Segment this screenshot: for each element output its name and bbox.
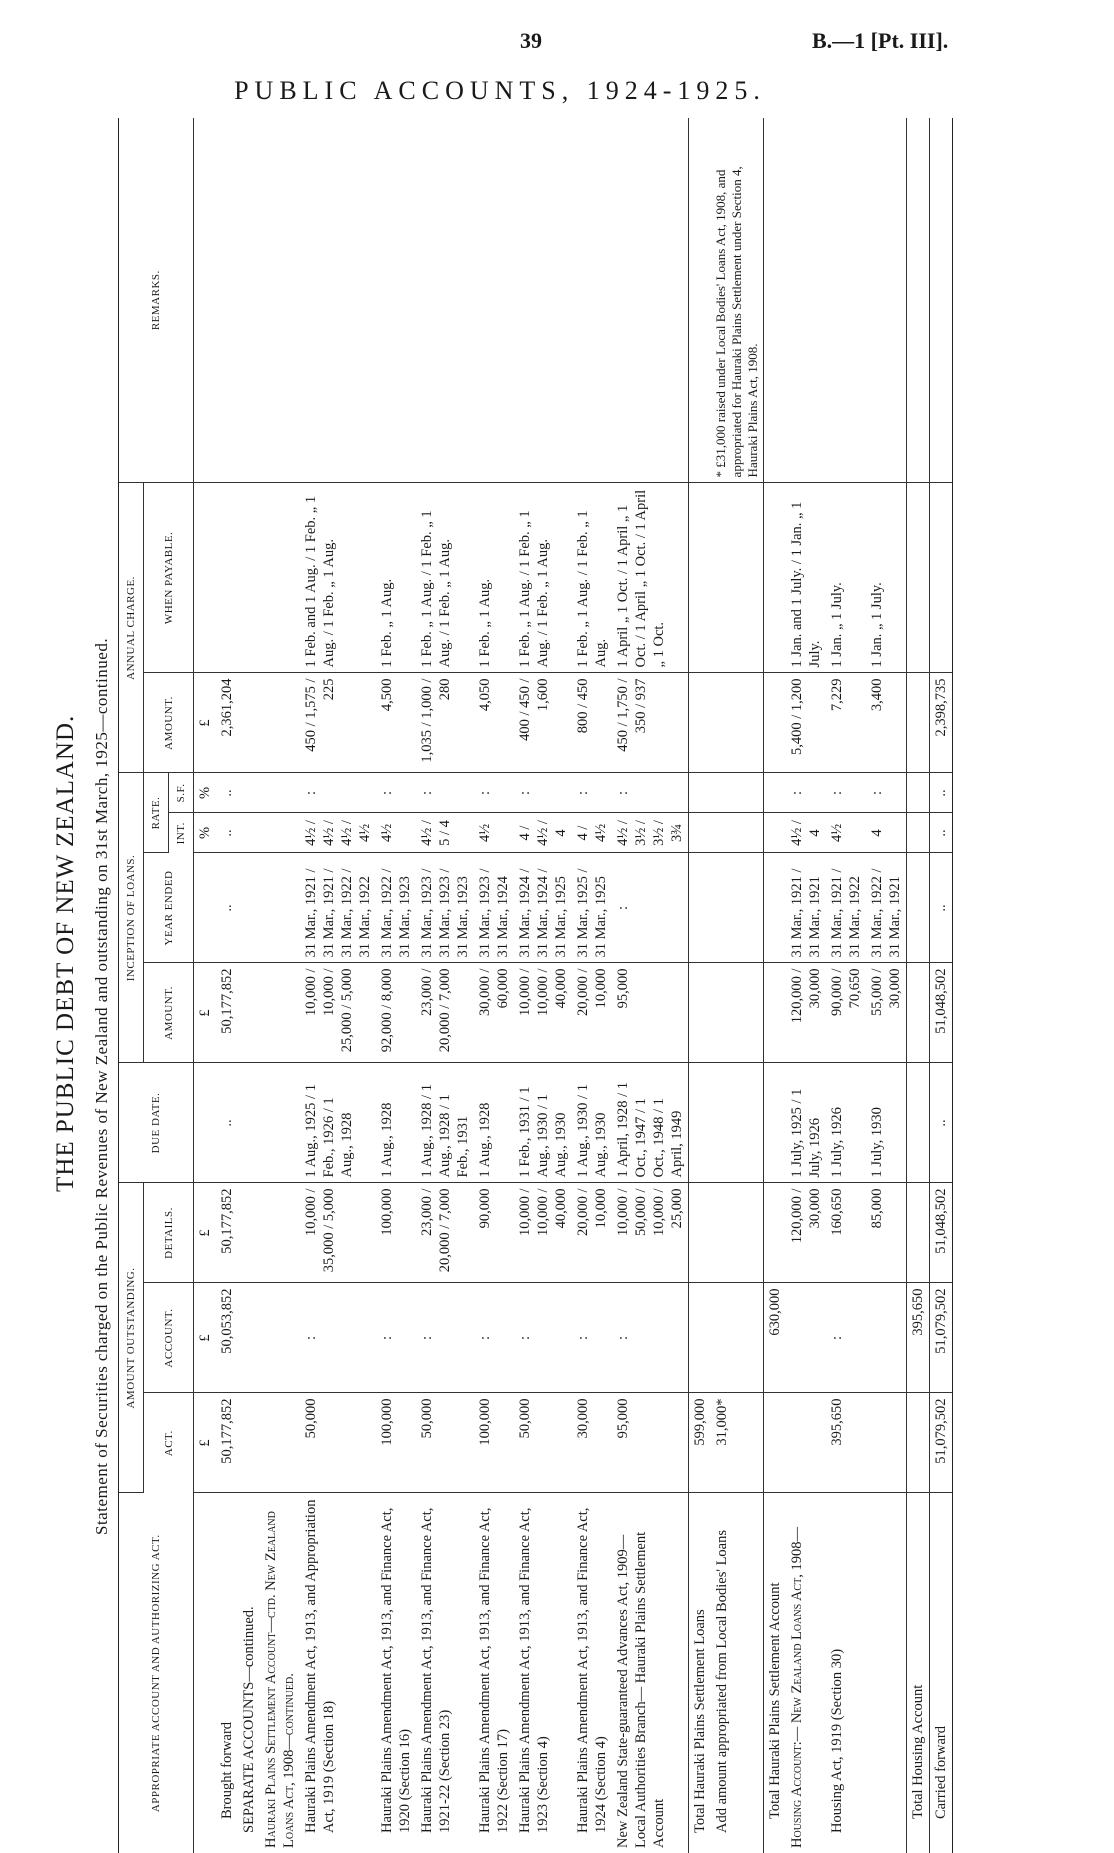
page-number: 39 (520, 28, 542, 53)
row-due-date: .. (216, 1063, 238, 1183)
row-act (260, 1393, 300, 1493)
row-rate-int: 4½ / 3½ / 3½ / 3¾ (612, 813, 689, 853)
row-due-date: 1 April, 1928 / 1 Oct., 1947 / 1 Oct., 1948 / 1 April, 1949 (612, 1063, 689, 1183)
row-due-date (238, 1063, 260, 1183)
row-rate-int (238, 813, 260, 853)
row-year-ended: 31 Mar., 1924 / 31 Mar., 1924 / 31 Mar., 1925 (514, 853, 572, 963)
row-inception-amount: 10,000 / 10,000 / 25,000 / 5,000 (300, 963, 376, 1063)
row-rate-sf: : (826, 773, 866, 813)
row-act: 50,000 (514, 1393, 572, 1493)
header-details: DETAILS. (144, 1183, 194, 1283)
row-when-payable: 1 April „ 1 Oct. / 1 April „ 1 Oct. / 1 April „ 1 Oct. / 1 April „ 1 Oct. (612, 483, 689, 673)
row-rate-sf: .. (930, 773, 953, 813)
row-when-payable: 1 Feb. „ 1 Aug. / 1 Feb. „ 1 Aug. / 1 Feb. „ 1 Aug. (416, 483, 474, 673)
row-when-payable: 1 Jan. „ 1 July. (866, 483, 907, 673)
row-annual-amount: 4,500 (376, 673, 416, 773)
debt-statement-table-frame (118, 118, 1052, 1853)
row-act: 100,000 (474, 1393, 514, 1493)
row-account-amount: 51,079,502 (930, 1283, 953, 1393)
row-inception-amount: 23,000 / 20,000 / 7,000 (416, 963, 474, 1063)
row-account: Add amount appropriated from Local Bodies' Loans (714, 1529, 730, 1833)
row-details: 85,000 (866, 1183, 907, 1283)
row-details (260, 1183, 300, 1283)
row-when-payable (689, 483, 712, 673)
header-act: ACT. (144, 1393, 194, 1493)
row-annual-amount: 4,050 (474, 673, 514, 773)
row-year-ended (907, 853, 930, 963)
row-inception-amount: 20,000 / 10,000 (572, 963, 612, 1063)
currency-row (194, 118, 217, 1853)
row-annual-amount: 2,361,204 (216, 673, 238, 773)
row-details: 90,000 (474, 1183, 514, 1283)
row-remarks (826, 118, 866, 483)
statement-subtitle: Statement of Securities charged on the Public Revenues of New Zealand and outstanding on 31st March, 1925—continued. (92, 637, 111, 1535)
row-act: 50,000 (300, 1393, 376, 1493)
row-details: 160,650 (826, 1183, 866, 1283)
row-inception-amount: 10,000 / 10,000 / 40,000 (514, 963, 572, 1063)
row-annual-amount: 1,035 / 1,000 / 280 (416, 673, 474, 773)
publication-title: PUBLIC ACCOUNTS, 1924-1925. (234, 76, 766, 105)
row-rate-int: 4½ (376, 813, 416, 853)
row-act: 95,000 (612, 1393, 689, 1493)
row-rate-sf (260, 773, 300, 813)
row-remarks (514, 118, 572, 483)
row-account-amount (711, 1283, 764, 1393)
row-account (866, 1493, 907, 1853)
row-remarks (612, 118, 689, 483)
row-due-date: 1 July, 1926 (826, 1063, 866, 1183)
row-account: Total Hauraki Plains Settlement Loans (689, 1493, 712, 1853)
row-rate-sf (711, 773, 764, 813)
header-amount-outstanding: AMOUNT OUTSTANDING. (119, 1183, 144, 1493)
row-due-date (907, 1063, 930, 1183)
row-inception-amount (238, 963, 260, 1063)
currency-symbol: £ (194, 1183, 217, 1283)
row-year-ended (689, 853, 712, 963)
row-inception-amount: 51,048,502 (930, 963, 953, 1063)
row-account: SEPARATE ACCOUNTS—continued. (241, 1606, 257, 1833)
row-account: Total Hauraki Plains Settlement Account (764, 1493, 787, 1853)
row-annual-amount (238, 673, 260, 773)
row-account-amount: : (474, 1283, 514, 1393)
row-year-ended: 31 Mar., 1921 / 31 Mar., 1922 (826, 853, 866, 963)
row-remarks (416, 118, 474, 483)
row-account-amount: : (514, 1283, 572, 1393)
row-remarks (238, 118, 260, 483)
row-rate-sf: : (300, 773, 376, 813)
row-year-ended: .. (930, 853, 953, 963)
table-row (416, 118, 474, 1853)
row-remarks (907, 118, 930, 483)
row-year-ended (260, 853, 300, 963)
row-details: 120,000 / 30,000 (786, 1183, 826, 1283)
row-remarks (260, 118, 300, 483)
row-year-ended: 31 Mar., 1923 / 31 Mar., 1923 / 31 Mar., 1923 (416, 853, 474, 963)
row-rate-int: .. (930, 813, 953, 853)
row-due-date (764, 1063, 787, 1183)
header-remarks: REMARKS. (119, 118, 194, 483)
header-inception: INCEPTION OF LOANS. (119, 773, 144, 1063)
row-account: Total Housing Account (907, 1493, 930, 1853)
row-year-ended (238, 853, 260, 963)
row-rate-int: 4 (866, 813, 907, 853)
row-annual-amount (764, 673, 787, 773)
row-rate-sf (764, 773, 787, 813)
currency-symbol: £ (194, 673, 217, 773)
row-inception-amount: 55,000 / 30,000 (866, 963, 907, 1063)
row-rate-int: 4½ / 4½ / 4½ / 4½ (300, 813, 376, 853)
row-account-amount: : (572, 1283, 612, 1393)
row-details: 100,000 (376, 1183, 416, 1283)
row-details (711, 1183, 764, 1283)
document-reference: B.—1 [Pt. III]. (812, 28, 949, 53)
header-annual-charge: ANNUAL CHARGE. (119, 483, 144, 773)
row-act (238, 1393, 260, 1493)
header-annual-amount: AMOUNT. (144, 673, 194, 773)
row-due-date: 1 July, 1930 (866, 1063, 907, 1183)
row-act: 599,000 (689, 1393, 712, 1493)
row-rate-sf: : (612, 773, 689, 813)
row-rate-sf: : (416, 773, 474, 813)
row-when-payable (216, 483, 238, 673)
header-account: APPROPRIATE ACCOUNT AND AUTHORIZING ACT. (119, 1493, 194, 1853)
percent-symbol: % (194, 773, 217, 813)
row-account-amount: 630,000 (764, 1283, 787, 1393)
row-due-date: 1 Aug., 1928 / 1 Aug., 1928 / 1 Feb., 1931 (416, 1063, 474, 1183)
row-details: 23,000 / 20,000 / 7,000 (416, 1183, 474, 1283)
row-details: 10,000 / 10,000 / 40,000 (514, 1183, 572, 1283)
row-year-ended: 31 Mar., 1922 / 31 Mar., 1921 (866, 853, 907, 963)
row-rate-int (689, 813, 712, 853)
row-rate-sf (689, 773, 712, 813)
row-remarks (572, 118, 612, 483)
row-act: 50,000 (416, 1393, 474, 1493)
row-year-ended: 31 Mar., 1925 / 31 Mar., 1925 (572, 853, 612, 963)
row-account-amount: : (416, 1283, 474, 1393)
row-remarks (786, 118, 826, 483)
row-year-ended: 31 Mar., 1921 / 31 Mar., 1921 (786, 853, 826, 963)
row-act (907, 1393, 930, 1493)
row-account: Hauraki Plains Amendment Act, 1913, and Finance Act, 1924 (Section 4) (575, 1507, 609, 1833)
row-due-date: 1 Aug., 1928 (376, 1063, 416, 1183)
row-details (764, 1183, 787, 1283)
currency-symbol: £ (194, 1283, 217, 1393)
row-account-amount: : (300, 1283, 376, 1393)
row-annual-amount: 450 / 1,575 / 225 (300, 673, 376, 773)
header-due-date: DUE DATE. (119, 1063, 194, 1183)
header-when-payable: WHEN PAYABLE. (144, 483, 194, 673)
row-details: 10,000 / 35,000 / 5,000 (300, 1183, 376, 1283)
row-account: Hauraki Plains Amendment Act, 1913, and Appropriation Act, 1919 (Section 18) (303, 1499, 337, 1833)
row-account-amount (866, 1283, 907, 1393)
row-annual-amount (907, 673, 930, 773)
row-year-ended: .. (216, 853, 238, 963)
row-remarks (474, 118, 514, 483)
row-act (764, 1393, 787, 1493)
row-rate-int (711, 813, 764, 853)
table-row (826, 118, 866, 1853)
row-when-payable (930, 483, 953, 673)
row-rate-sf: : (474, 773, 514, 813)
row-year-ended: 31 Mar., 1923 / 31 Mar., 1924 (474, 853, 514, 963)
row-rate-sf (907, 773, 930, 813)
debt-statement-table (118, 118, 953, 1853)
row-due-date: 1 Aug., 1930 / 1 Aug., 1930 (572, 1063, 612, 1183)
row-details (907, 1183, 930, 1283)
row-when-payable (238, 483, 260, 673)
row-when-payable (711, 483, 764, 673)
row-details: 51,048,502 (930, 1183, 953, 1283)
row-act: 31,000* (711, 1393, 764, 1493)
table-row (786, 118, 826, 1853)
table-row (376, 118, 416, 1853)
row-account-amount: 395,650 (907, 1283, 930, 1393)
row-year-ended: 31 Mar., 1922 / 31 Mar., 1923 (376, 853, 416, 963)
table-row-carried-forward (930, 118, 953, 1853)
row-annual-amount (689, 673, 712, 773)
row-remarks (930, 118, 953, 483)
row-inception-amount (711, 963, 764, 1063)
row-rate-sf: : (376, 773, 416, 813)
row-rate-int: 4½ (826, 813, 866, 853)
row-rate-int (260, 813, 300, 853)
row-annual-amount (260, 673, 300, 773)
row-details: 10,000 / 50,000 / 10,000 / 25,000 (612, 1183, 689, 1283)
row-account-amount (689, 1283, 712, 1393)
row-rate-sf: : (786, 773, 826, 813)
row-act: 100,000 (376, 1393, 416, 1493)
row-inception-amount: 50,177,852 (216, 963, 238, 1063)
header-rate-sf: S.F. (169, 773, 194, 813)
table-row (514, 118, 572, 1853)
row-due-date: 1 July, 1925 / 1 July, 1926 (786, 1063, 826, 1183)
row-remarks (866, 118, 907, 483)
row-when-payable: 1 Feb. „ 1 Aug. (474, 483, 514, 673)
row-when-payable: 1 Feb. „ 1 Aug. / 1 Feb. „ 1 Aug. (572, 483, 612, 673)
row-annual-amount: 2,398,735 (930, 673, 953, 773)
row-year-ended (764, 853, 787, 963)
table-row (866, 118, 907, 1853)
table-row (216, 118, 238, 1853)
row-account-amount: : (376, 1283, 416, 1393)
row-account: Hauraki Plains Amendment Act, 1913, and Finance Act, 1923 (Section 4) (517, 1507, 551, 1833)
table-row (689, 118, 712, 1853)
row-year-ended (711, 853, 764, 963)
row-details (238, 1183, 260, 1283)
row-when-payable: 1 Jan. „ 1 July. (826, 483, 866, 673)
row-account: Hauraki Plains Amendment Act, 1913, and Finance Act, 1920 (Section 16) (379, 1507, 413, 1833)
row-due-date (711, 1063, 764, 1183)
row-remarks (216, 118, 238, 483)
row-account: Housing Account:— New Zealand Loans Act, 1908— (789, 1527, 805, 1848)
row-rate-int: 4 / 4½ / 4 (514, 813, 572, 853)
row-remarks (376, 118, 416, 483)
row-inception-amount: 90,000 / 70,650 (826, 963, 866, 1063)
header-account-col: ACCOUNT. (144, 1283, 194, 1393)
row-when-payable: 1 Jan. and 1 July. / 1 Jan. „ 1 July. (786, 483, 826, 673)
row-account-amount (238, 1283, 260, 1393)
percent-symbol: % (194, 813, 217, 853)
table-row (711, 118, 764, 1853)
row-account: Hauraki Plains Amendment Act, 1913, and Finance Act, 1922 (Section 17) (477, 1507, 511, 1833)
row-account: Housing Act, 1919 (Section 30) (829, 1648, 845, 1833)
row-when-payable: 1 Feb. and 1 Aug. / 1 Feb. „ 1 Aug. / 1 Feb. „ 1 Aug. (300, 483, 376, 673)
row-due-date (260, 1063, 300, 1183)
currency-symbol: £ (194, 963, 217, 1063)
table-row (764, 118, 787, 1853)
row-rate-sf: .. (216, 773, 238, 813)
row-inception-amount (689, 963, 712, 1063)
row-due-date: 1 Feb., 1931 / 1 Aug., 1930 / 1 Aug., 1930 (514, 1063, 572, 1183)
row-when-payable (764, 483, 787, 673)
row-annual-amount: 3,400 (866, 673, 907, 773)
row-due-date: 1 Aug., 1925 / 1 Feb., 1926 / 1 Aug., 1928 (300, 1063, 376, 1183)
row-account: Brought forward (219, 1721, 235, 1819)
main-title: THE PUBLIC DEBT OF NEW ZEALAND. (52, 714, 79, 1192)
row-inception-amount: 92,000 / 8,000 (376, 963, 416, 1063)
row-account: Hauraki Plains Amendment Act, 1913, and Finance Act, 1921-22 (Section 23) (419, 1507, 453, 1833)
row-annual-amount (711, 673, 764, 773)
row-account: Carried forward (930, 1493, 953, 1853)
row-account-amount: 50,053,852 (216, 1283, 238, 1393)
row-rate-int (764, 813, 787, 853)
row-annual-amount: 5,400 / 1,200 (786, 673, 826, 773)
header-year-ended: YEAR ENDED (144, 853, 194, 963)
row-inception-amount (260, 963, 300, 1063)
row-rate-int: 4 / 4½ (572, 813, 612, 853)
row-act: 51,079,502 (930, 1393, 953, 1493)
row-details: 50,177,852 (216, 1183, 238, 1283)
table-row (238, 118, 260, 1853)
table-row (474, 118, 514, 1853)
row-when-payable (907, 483, 930, 673)
row-act: 395,650 (826, 1393, 866, 1493)
row-year-ended: : (612, 853, 689, 963)
row-act (786, 1393, 826, 1493)
table-row (907, 118, 930, 1853)
row-act (866, 1393, 907, 1493)
row-when-payable: 1 Feb. „ 1 Aug. / 1 Feb. „ 1 Aug. / 1 Feb. „ 1 Aug. (514, 483, 572, 673)
row-due-date: .. (930, 1063, 953, 1183)
row-annual-amount: 7,229 (826, 673, 866, 773)
row-rate-int: 4½ / 5 / 4 (416, 813, 474, 853)
row-remarks (764, 118, 787, 483)
row-inception-amount: 95,000 (612, 963, 689, 1063)
row-remarks (300, 118, 376, 483)
header-rate-int: INT. (169, 813, 194, 853)
row-due-date (689, 1063, 712, 1183)
currency-symbol: £ (194, 1393, 217, 1493)
row-annual-amount: 450 / 1,750 / 350 / 937 (612, 673, 689, 773)
row-inception-amount: 30,000 / 60,000 (474, 963, 514, 1063)
row-details (689, 1183, 712, 1283)
row-account-amount: : (612, 1283, 689, 1393)
row-details: 20,000 / 10,000 (572, 1183, 612, 1283)
row-rate-sf (238, 773, 260, 813)
row-due-date: 1 Aug., 1928 (474, 1063, 514, 1183)
table-row (300, 118, 376, 1853)
table-row (572, 118, 612, 1853)
row-account-amount (786, 1283, 826, 1393)
header-inception-amount: AMOUNT. (144, 963, 194, 1063)
row-inception-amount (764, 963, 787, 1063)
row-annual-amount: 400 / 450 / 1,600 (514, 673, 572, 773)
row-rate-int: 4½ (474, 813, 514, 853)
row-account-amount: : (826, 1283, 866, 1393)
row-rate-int: 4½ / 4 (786, 813, 826, 853)
row-rate-int (907, 813, 930, 853)
row-account: New Zealand State-guaranteed Advances Act, 1909— Local Authorities Branch— Hauraki Plains Settlement Account (615, 1531, 667, 1848)
footnote-remarks: * £31,000 raised under Local Bodies' Loans Act, 1908, and appropriated for Hauraki Plains Settlement under Section 4, Hauraki Plains Act, 1908. (711, 118, 764, 483)
row-inception-amount: 120,000 / 30,000 (786, 963, 826, 1063)
row-when-payable (260, 483, 300, 673)
row-rate-sf: : (572, 773, 612, 813)
row-inception-amount (907, 963, 930, 1063)
row-remarks (689, 118, 712, 483)
row-annual-amount: 800 / 450 (572, 673, 612, 773)
row-act: 30,000 (572, 1393, 612, 1493)
row-account-amount (260, 1283, 300, 1393)
row-act: 50,177,852 (216, 1393, 238, 1493)
row-year-ended: 31 Mar., 1921 / 31 Mar., 1921 / 31 Mar., 1922 / 31 Mar., 1922 (300, 853, 376, 963)
row-account: Hauraki Plains Settlement Account—ctd. New Zealand Loans Act, 1908—continued. (263, 1511, 297, 1848)
row-rate-sf: : (866, 773, 907, 813)
row-rate-sf: : (514, 773, 572, 813)
row-rate-int: .. (216, 813, 238, 853)
table-row (612, 118, 689, 1853)
row-when-payable: 1 Feb. „ 1 Aug. (376, 483, 416, 673)
header-rate: RATE. (144, 773, 169, 853)
table-row (260, 118, 300, 1853)
